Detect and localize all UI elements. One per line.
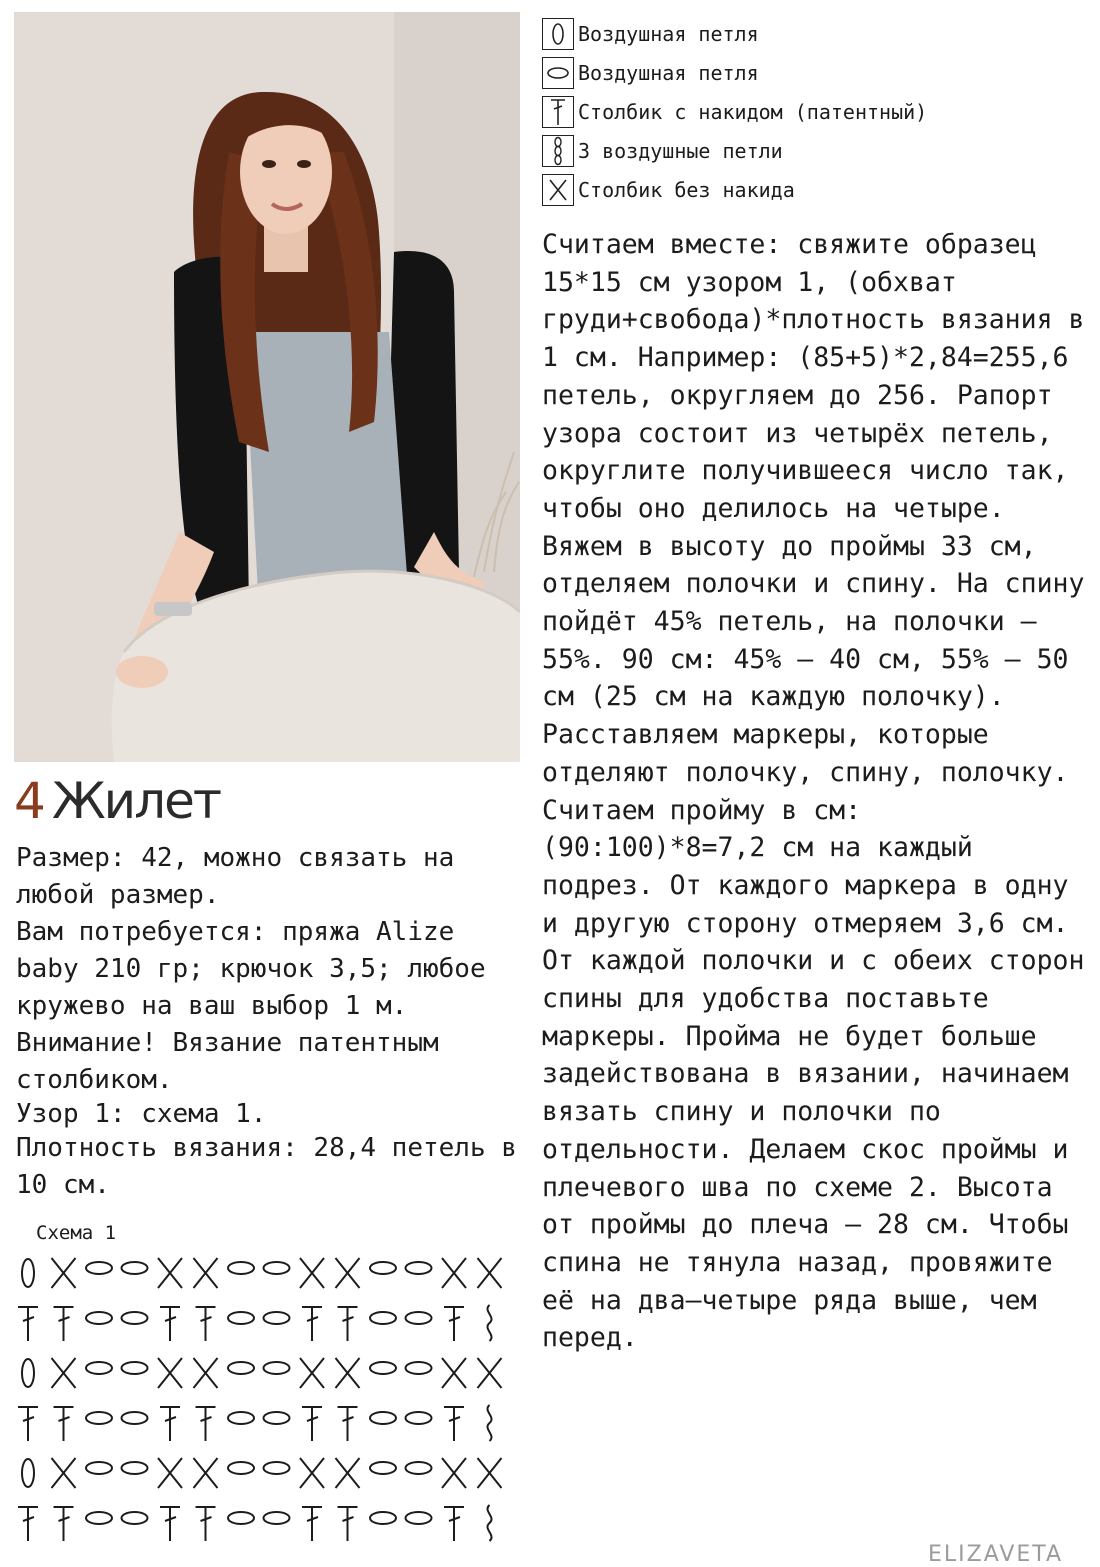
double-crochet-icon xyxy=(542,96,574,128)
legend-item-chain-vertical xyxy=(542,14,1062,53)
chain-stitch-vertical-icon xyxy=(542,18,574,50)
instructions-text xyxy=(542,226,1087,1357)
chain-horizontal-symbol xyxy=(406,1362,432,1374)
chain-horizontal-symbol xyxy=(264,1462,290,1474)
chain-horizontal-symbol xyxy=(228,1362,254,1374)
chain-horizontal-symbol xyxy=(406,1312,432,1324)
single-crochet-symbol xyxy=(478,1358,502,1388)
double-crochet-symbol xyxy=(196,1407,216,1441)
single-crochet-symbol xyxy=(158,1458,182,1488)
chain-horizontal-symbol xyxy=(122,1262,148,1274)
chain-horizontal-symbol xyxy=(228,1512,254,1524)
single-crochet-symbol xyxy=(52,1458,76,1488)
double-crochet-symbol xyxy=(18,1407,38,1441)
single-crochet-symbol xyxy=(194,1258,218,1288)
chain-horizontal-symbol xyxy=(122,1512,148,1524)
chain-horizontal-symbol xyxy=(228,1262,254,1274)
double-crochet-symbol xyxy=(54,1407,74,1441)
single-crochet-symbol xyxy=(300,1458,324,1488)
double-crochet-symbol xyxy=(302,1307,322,1341)
legend-item-double-crochet xyxy=(542,92,1062,131)
double-crochet-symbol xyxy=(444,1407,464,1441)
single-crochet-symbol xyxy=(442,1458,466,1488)
legend-label: 3 воздушные петли xyxy=(578,138,783,163)
three-chain-symbol xyxy=(487,1505,491,1541)
product-photo xyxy=(14,12,520,762)
stitch-legend xyxy=(542,14,1062,209)
double-crochet-symbol xyxy=(160,1507,180,1541)
chain-horizontal-symbol xyxy=(264,1412,290,1424)
crochet-scheme-diagram xyxy=(14,1248,532,1548)
single-crochet-symbol xyxy=(478,1458,502,1488)
chain-horizontal-symbol xyxy=(228,1312,254,1324)
chain-horizontal-symbol xyxy=(370,1262,396,1274)
chain-horizontal-symbol xyxy=(406,1462,432,1474)
legend-item-chain-horizontal xyxy=(542,53,1062,92)
legend-item-three-chain xyxy=(542,131,1062,170)
chain-horizontal-symbol xyxy=(406,1512,432,1524)
size-text: Размер: 42, можно связать на любой размер. xyxy=(16,843,455,910)
chain-horizontal-symbol xyxy=(370,1462,396,1474)
chain-horizontal-symbol xyxy=(122,1412,148,1424)
materials-text: Вам потребуется: пряжа Alize baby 210 гр; крючок 3,5; любое кружево на ваш выбор 1 м. xyxy=(16,917,486,1021)
single-crochet-symbol xyxy=(158,1258,182,1288)
chain-horizontal-symbol xyxy=(228,1462,254,1474)
chain-horizontal-symbol xyxy=(370,1362,396,1374)
single-crochet-symbol xyxy=(478,1258,502,1288)
legend-label: Воздушная петля xyxy=(578,60,759,85)
chain-vertical-symbol xyxy=(22,1459,34,1487)
double-crochet-symbol xyxy=(196,1507,216,1541)
single-crochet-symbol xyxy=(52,1258,76,1288)
density-text: Плотность вязания: 28,4 петель в 10 см. xyxy=(16,1133,517,1200)
chain-horizontal-symbol xyxy=(370,1312,396,1324)
legend-item-single-crochet xyxy=(542,170,1062,209)
chain-horizontal-symbol xyxy=(122,1312,148,1324)
chain-horizontal-symbol xyxy=(228,1412,254,1424)
single-crochet-symbol xyxy=(158,1358,182,1388)
chain-vertical-symbol xyxy=(22,1359,34,1387)
double-crochet-symbol xyxy=(160,1307,180,1341)
chain-horizontal-symbol xyxy=(86,1462,112,1474)
legend-label: Столбик без накида xyxy=(578,177,795,202)
single-crochet-icon xyxy=(542,174,574,206)
watermark: ELIZAVETA xyxy=(928,1542,1064,1567)
chain-horizontal-symbol xyxy=(86,1412,112,1424)
single-crochet-symbol xyxy=(194,1358,218,1388)
pattern-text: Узор 1: схема 1. xyxy=(16,1099,267,1129)
single-crochet-symbol xyxy=(336,1358,360,1388)
chain-horizontal-symbol xyxy=(264,1262,290,1274)
three-chain-symbol xyxy=(487,1405,491,1441)
chain-horizontal-symbol xyxy=(86,1512,112,1524)
single-crochet-symbol xyxy=(442,1258,466,1288)
chain-horizontal-symbol xyxy=(264,1512,290,1524)
page-title xyxy=(14,772,220,830)
double-crochet-symbol xyxy=(338,1407,358,1441)
double-crochet-symbol xyxy=(302,1507,322,1541)
title-number: 4 xyxy=(14,772,44,830)
chain-vertical-symbol xyxy=(22,1259,34,1287)
three-chain-icon xyxy=(542,135,574,167)
double-crochet-symbol xyxy=(18,1307,38,1341)
instructions-paragraph: Считаем вместе: свяжите образец 15*15 см узором 1, (обхват груди+свобода)*плотность вязания в 1 см. Например: (85+5)*2,84=255,6 петель, округляем до 256. Рапорт узора состоит из четырёх петель, округлите получившееся число так, чтобы оно делилось на четыре. Вяжем в высоту до проймы 33 см, отделяем полочки и спину. На спину пойдёт 45% петель, на полочки – 55%. 90 см: 45% – 40 см, 55% – 50 см (25 см на каждую полочку). Расставляем маркеры, которые отделяют полочку, спину, полочку. Считаем пройму в см: (90:100)*8=7,2 см на каждый подрез. От каждого маркера в одну и другую сторону отмеряем 3,6 см. От каждой полочки и с обеих сторон спины для удобства поставьте маркеры. Пройма не будет больше задействована в вязании, начинаем вязать спину и полочки по отдельности. Делаем скос проймы и плечевого шва по схеме 2. Высота от проймы до плеча – 28 см. Чтобы спина не тянула назад, провяжите её на два–четыре ряда выше, чем перед. xyxy=(542,229,1085,1354)
chain-horizontal-symbol xyxy=(370,1512,396,1524)
legend-label: Воздушная петля xyxy=(578,21,759,46)
chain-horizontal-symbol xyxy=(264,1362,290,1374)
single-crochet-symbol xyxy=(300,1258,324,1288)
pattern-details xyxy=(16,840,521,1204)
chain-horizontal-symbol xyxy=(122,1362,148,1374)
double-crochet-symbol xyxy=(54,1307,74,1341)
chain-horizontal-symbol xyxy=(406,1262,432,1274)
chain-horizontal-symbol xyxy=(86,1262,112,1274)
single-crochet-symbol xyxy=(442,1358,466,1388)
chain-horizontal-symbol xyxy=(264,1312,290,1324)
double-crochet-symbol xyxy=(338,1507,358,1541)
double-crochet-symbol xyxy=(444,1507,464,1541)
chain-horizontal-symbol xyxy=(122,1462,148,1474)
attention-text: Внимание! Вязание патентным столбиком. xyxy=(16,1028,439,1095)
chain-stitch-horizontal-icon xyxy=(542,57,574,89)
double-crochet-symbol xyxy=(18,1507,38,1541)
single-crochet-symbol xyxy=(194,1458,218,1488)
model-photo-illustration xyxy=(14,12,520,762)
chain-horizontal-symbol xyxy=(86,1362,112,1374)
double-crochet-symbol xyxy=(54,1507,74,1541)
three-chain-symbol xyxy=(487,1305,491,1341)
chain-horizontal-symbol xyxy=(86,1312,112,1324)
double-crochet-symbol xyxy=(444,1307,464,1341)
single-crochet-symbol xyxy=(336,1258,360,1288)
double-crochet-symbol xyxy=(338,1307,358,1341)
double-crochet-symbol xyxy=(160,1407,180,1441)
scheme-title: Схема 1 xyxy=(36,1222,117,1244)
single-crochet-symbol xyxy=(300,1358,324,1388)
single-crochet-symbol xyxy=(52,1358,76,1388)
title-text: Жилет xyxy=(51,772,221,830)
double-crochet-symbol xyxy=(196,1307,216,1341)
chain-horizontal-symbol xyxy=(406,1412,432,1424)
double-crochet-symbol xyxy=(302,1407,322,1441)
chain-horizontal-symbol xyxy=(370,1412,396,1424)
single-crochet-symbol xyxy=(336,1458,360,1488)
legend-label: Столбик с накидом (патентный) xyxy=(578,99,928,124)
